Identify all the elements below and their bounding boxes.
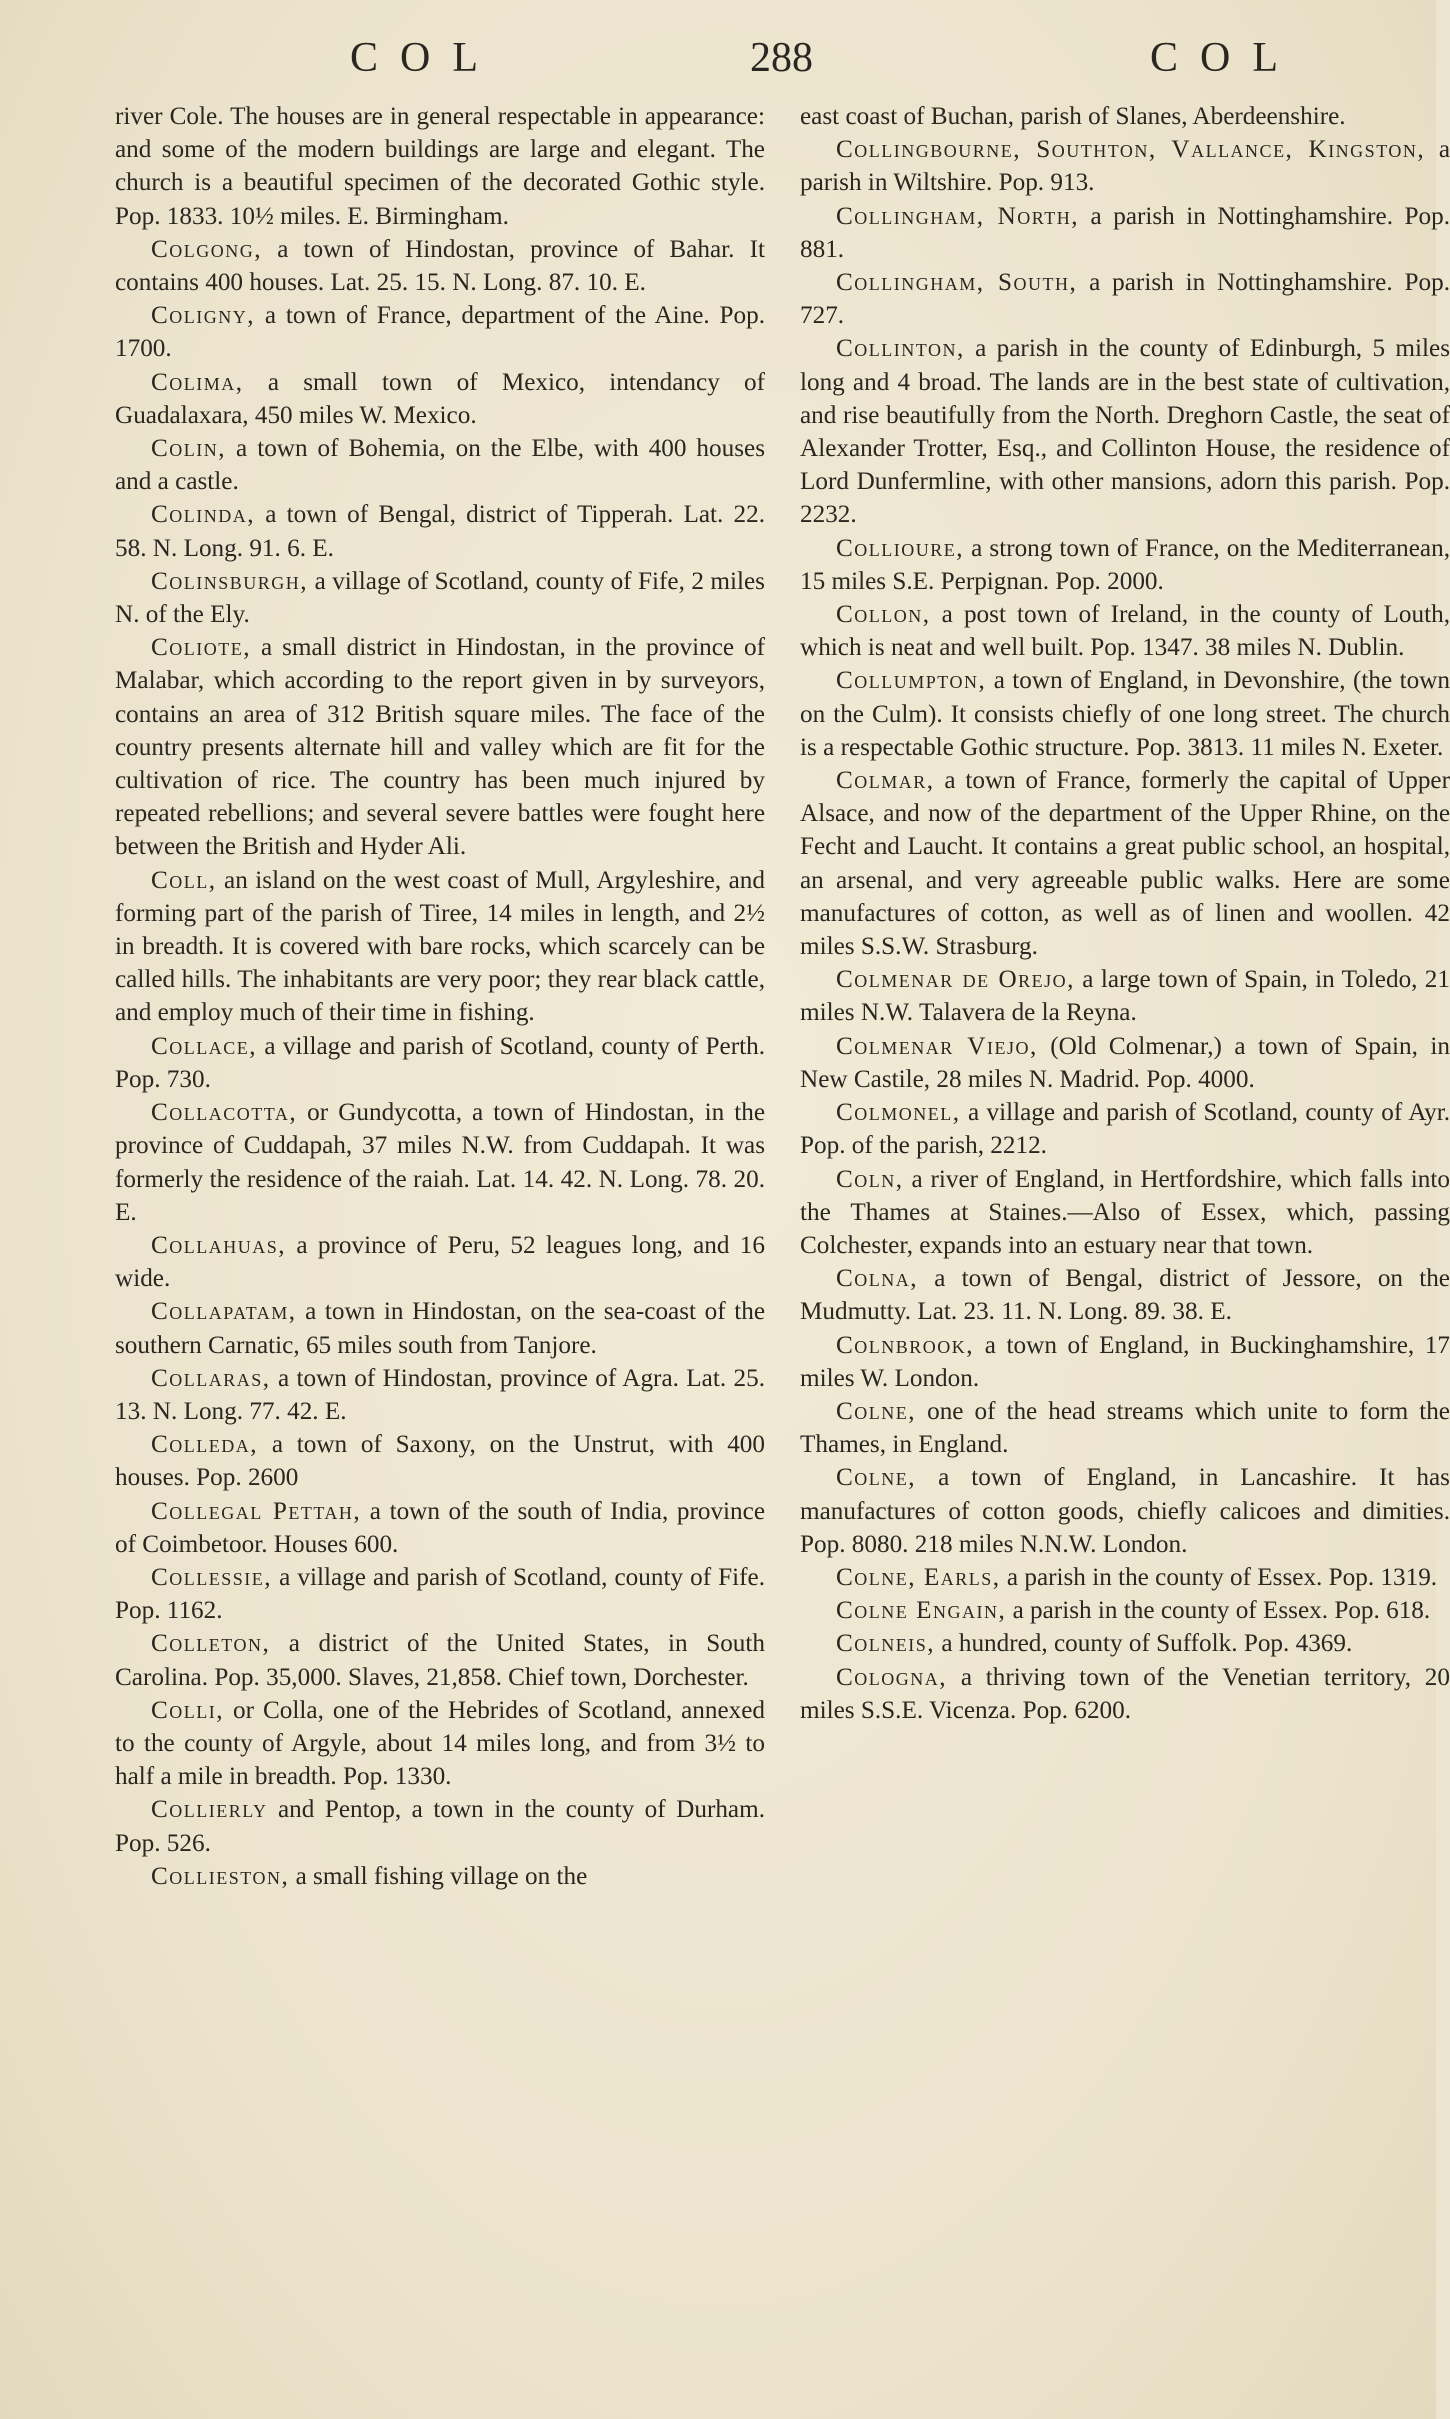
entry-headword: Collessie,: [151, 1563, 273, 1591]
entry-text: a village and parish of Scotland, county of Perth. Pop. 730.: [115, 1032, 765, 1093]
entry-text: (Old Colmenar,) a town of Spain, in New Castile, 28 miles N. Madrid. Pop. 4000.: [800, 1032, 1450, 1093]
entry-headword: Collegal Pettah,: [151, 1497, 362, 1525]
gazetteer-entry: [800, 963, 1450, 1029]
entry-text: a parish in Wiltshire. Pop. 913.: [800, 136, 1450, 197]
gazetteer-entry: [115, 1096, 765, 1229]
entry-headword: Colne,: [836, 1464, 917, 1492]
entry-text: a district of the United States, in South Carolina. Pop. 35,000. Slaves, 21,858. Chief town, Dorchester.: [115, 1630, 765, 1691]
entry-headword: Colna,: [836, 1265, 919, 1293]
gazetteer-entry: [800, 1329, 1450, 1395]
entry-text: a town of Hindostan, province of Bahar. It contains 400 houses. Lat. 25. 15. N. Long. 87. 10. E.: [115, 235, 765, 297]
gazetteer-entry: [800, 332, 1450, 531]
entry-text: a small fishing village on the: [289, 1862, 588, 1890]
gazetteer-entry: [800, 1262, 1450, 1328]
gazetteer-entry: [115, 1860, 765, 1893]
entry-headword: Colnbrook,: [836, 1331, 975, 1359]
entry-headword: Colmar,: [836, 767, 935, 795]
entry-headword: Colgong,: [151, 235, 263, 263]
gazetteer-entry: [800, 664, 1450, 764]
entry-headword: Colne, Earls,: [836, 1563, 1001, 1591]
header-left-guide-word: COL: [350, 35, 500, 81]
entry-headword: Cologna,: [836, 1663, 948, 1691]
gazetteer-entry: [800, 1594, 1450, 1627]
entry-headword: Coll,: [151, 866, 217, 894]
entry-text: and Pentop, a town in the county of Durham. Pop. 526.: [115, 1796, 765, 1857]
gazetteer-entry: [800, 133, 1450, 199]
entry-headword: Colleda,: [151, 1431, 259, 1459]
entry-headword: Collacotta,: [151, 1099, 298, 1127]
page-number: 288: [750, 35, 813, 81]
entry-text: a hundred, county of Suffolk. Pop. 4369.: [935, 1630, 1353, 1658]
header-right-guide-word: COL: [1150, 35, 1300, 81]
entry-text: a parish in the county of Essex. Pop. 618.: [1006, 1597, 1431, 1625]
entry-text: or Colla, one of the Hebrides of Scotland, annexed to the county of Argyle, about 14 miles long, and from 3½ to half a mile in breadth. Pop. 1330.: [115, 1696, 765, 1791]
entry-headword: Colinsburgh,: [151, 567, 309, 595]
entry-text: one of the head streams which unite to form the Thames, in England.: [800, 1397, 1450, 1459]
gazetteer-entry: [115, 631, 765, 863]
gazetteer-entry: [115, 864, 765, 1030]
gazetteer-entry: [800, 598, 1450, 664]
entry-headword: Collon,: [836, 601, 931, 629]
running-header: [115, 34, 1300, 94]
gazetteer-entry: [115, 565, 765, 631]
entry-headword: Colmenar de Orejo,: [836, 966, 1075, 994]
entry-headword: Colne Engain,: [836, 1597, 1007, 1625]
entry-headword: Collingham, North,: [836, 202, 1080, 230]
gazetteer-entry: [800, 1561, 1450, 1594]
entry-headword: Colima,: [151, 368, 244, 396]
entry-headword: Colin,: [151, 435, 227, 463]
entry-text: a town of France, formerly the capital of Upper Alsace, and now of the department of the Upper Rhine, on the Fecht and Laucht. It contains a great public school, an hospital, an arsenal, and very agreeable public walks. Here are some manufactures of cotton, as well as of linen and woollen. 42 miles S.S.W. Strasburg.: [800, 767, 1450, 961]
entry-headword: Collapatam,: [151, 1298, 297, 1326]
entry-text: a town of France, department of the Aine. Pop. 1700.: [115, 302, 765, 363]
entry-text: a village and parish of Scotland, county of Fife. Pop. 1162.: [115, 1563, 765, 1625]
entry-headword: Collierly: [151, 1796, 268, 1824]
entry-text: a town of the south of India, province of Coimbetoor. Houses 600.: [115, 1497, 765, 1558]
gazetteer-entry: [800, 1395, 1450, 1461]
gazetteer-entry: [800, 1163, 1450, 1263]
gazetteer-entry: [800, 1661, 1450, 1727]
entry-headword: Colinda,: [151, 501, 256, 529]
entry-headword: Colne,: [836, 1397, 917, 1425]
entry-headword: Collingbourne, Southton, Vallance, Kingston,: [836, 136, 1426, 164]
entry-headword: Coln,: [836, 1165, 904, 1193]
gazetteer-entry: [800, 100, 1450, 133]
entry-text: a town of England, in Buckinghamshire, 17 miles W. London.: [800, 1331, 1450, 1392]
gazetteer-entry: [115, 100, 765, 233]
entry-headword: Collumpton,: [836, 667, 987, 695]
gazetteer-entry: [115, 1295, 765, 1361]
gazetteer-entry: [115, 1627, 765, 1693]
entry-text: a town of Saxony, on the Unstrut, with 400 houses. Pop. 2600: [115, 1431, 765, 1492]
entry-headword: Collingham, South,: [836, 269, 1078, 297]
entry-text: a parish in Nottinghamshire. Pop. 727.: [800, 269, 1450, 330]
entry-headword: Colneis,: [836, 1630, 936, 1658]
entry-headword: Coligny,: [151, 302, 256, 330]
entry-text: an island on the west coast of Mull, Argyleshire, and forming part of the parish of Tiree, 14 miles in length, and 2½ in breadth. It is covered with bare rocks, which scarcely can be called hills. The inhabitants are very poor; they rear black cattle, and employ much of their time in fishing.: [115, 866, 765, 1027]
gazetteer-entry: [800, 200, 1450, 266]
entry-headword: Colli,: [151, 1696, 225, 1724]
gazetteer-entry: [800, 1096, 1450, 1162]
entry-headword: Collahuas,: [151, 1231, 287, 1259]
entry-headword: Collinton,: [836, 335, 965, 363]
gazetteer-entry: [115, 498, 765, 564]
entry-headword: Coliote,: [151, 634, 252, 662]
gazetteer-entry: [115, 1495, 765, 1561]
gazetteer-entry: [800, 1627, 1450, 1660]
entry-text: a town of Bengal, district of Jessore, on the Mudmutty. Lat. 23. 11. N. Long. 89. 38. E.: [800, 1265, 1450, 1326]
gazetteer-entry: [115, 1362, 765, 1428]
entry-text: a strong town of France, on the Mediterranean, 15 miles S.E. Perpignan. Pop. 2000.: [800, 534, 1450, 595]
gazetteer-entry: [115, 1694, 765, 1794]
gazetteer-entry: [115, 233, 765, 299]
entry-text: a town in Hindostan, on the sea-coast of the southern Carnatic, 65 miles south from Tanjore.: [115, 1298, 765, 1359]
entry-text: a town of Bengal, district of Tipperah. Lat. 22. 58. N. Long. 91. 6. E.: [115, 501, 765, 562]
entry-headword: Collace,: [151, 1032, 258, 1060]
gazetteer-entry: [800, 1461, 1450, 1561]
entry-text: a thriving town of the Venetian territory, 20 miles S.S.E. Vicenza. Pop. 6200.: [800, 1663, 1450, 1724]
gazetteer-entry: [800, 532, 1450, 598]
entry-text: east coast of Buchan, parish of Slanes, Aberdeenshire.: [800, 103, 1346, 130]
entry-text: river Cole. The houses are in general respectable in appearance: and some of the modern buildings are large and elegant. The church is a beautiful specimen of the decorated Gothic style. Pop. 1833. 10½ miles. E. Birmingham.: [115, 103, 765, 230]
gazetteer-entry: [115, 1428, 765, 1494]
entry-text: a small town of Mexico, intendancy of Guadalaxara, 450 miles W. Mexico.: [115, 368, 765, 429]
entry-text: or Gundycotta, a town of Hindostan, in the province of Cuddapah, 37 miles N.W. from Cuddapah. It was formerly the residence of the raiah. Lat. 14. 42. N. Long. 78. 20. E.: [115, 1099, 765, 1226]
entry-headword: Colmonel,: [836, 1099, 961, 1127]
entry-text: a town of England, in Devonshire, (the town on the Culm). It consists chiefly of one long street. The church is a respectable Gothic structure. Pop. 3813. 11 miles N. Exeter.: [800, 667, 1450, 761]
entry-text: a small district in Hindostan, in the province of Malabar, which according to the report given in by surveyors, contains an area of 312 British square miles. The face of the country presents alternate hill and valley which are fit for the cultivation of rice. The country has been much injured by repeated rebellions; and several severe battles were fought here between the British and Hyder Ali.: [115, 634, 765, 861]
entry-text: a large town of Spain, in Toledo, 21 miles N.W. Talavera de la Reyna.: [800, 966, 1450, 1027]
gazetteer-entry: [115, 299, 765, 365]
left-column: [115, 100, 765, 1893]
entry-text: a province of Peru, 52 leagues long, and 16 wide.: [115, 1231, 765, 1293]
gazetteer-entry: [800, 764, 1450, 963]
entry-headword: Collieston,: [151, 1862, 290, 1890]
entry-text: a village and parish of Scotland, county of Ayr. Pop. of the parish, 2212.: [800, 1099, 1450, 1160]
entry-text: a town of England, in Lancashire. It has manufactures of cotton goods, chiefly calicoes and dimities. Pop. 8080. 218 miles N.N.W. London.: [800, 1464, 1450, 1558]
gazetteer-entry: [115, 1793, 765, 1859]
entry-text: a town of Bohemia, on the Elbe, with 400 houses and a castle.: [115, 435, 765, 496]
gazetteer-entry: [800, 266, 1450, 332]
entry-headword: Collaras,: [151, 1364, 271, 1392]
entry-text: a parish in the county of Edinburgh, 5 miles long and 4 broad. The lands are in the best state of cultivation, and rise beautifully from the North. Dreghorn Castle, the seat of Alexander Trotter, Esq., and Collinton House, the residence of Lord Dunfermline, with other mansions, adorn this parish. Pop. 2232.: [800, 335, 1450, 529]
gazetteer-entry: [115, 1229, 765, 1295]
gazetteer-entry: [115, 1561, 765, 1627]
entry-headword: Collioure,: [836, 534, 965, 562]
entry-headword: Colleton,: [151, 1630, 271, 1658]
entry-text: a village of Scotland, county of Fife, 2 miles N. of the Ely.: [115, 567, 765, 629]
entry-text: a town of Hindostan, province of Agra. Lat. 25. 13. N. Long. 77. 42. E.: [115, 1364, 765, 1425]
entry-text: a river of England, in Hertfordshire, which falls into the Thames at Staines.—Also of Essex, which, passing Colchester, expands into an estuary near that town.: [800, 1165, 1450, 1259]
entry-headword: Colmenar Viejo,: [836, 1032, 1038, 1060]
right-column: [800, 100, 1450, 1727]
gazetteer-entry: [115, 1030, 765, 1096]
entry-text: a parish in Nottinghamshire. Pop. 881.: [800, 202, 1450, 263]
gazetteer-entry: [115, 432, 765, 498]
gazetteer-entry: [115, 366, 765, 432]
entry-text: a parish in the county of Essex. Pop. 1319.: [1000, 1563, 1438, 1591]
entry-text: a post town of Ireland, in the county of Louth, which is neat and well built. Pop. 1347. 38 miles N. Dublin.: [800, 601, 1450, 662]
gazetteer-entry: [800, 1030, 1450, 1096]
